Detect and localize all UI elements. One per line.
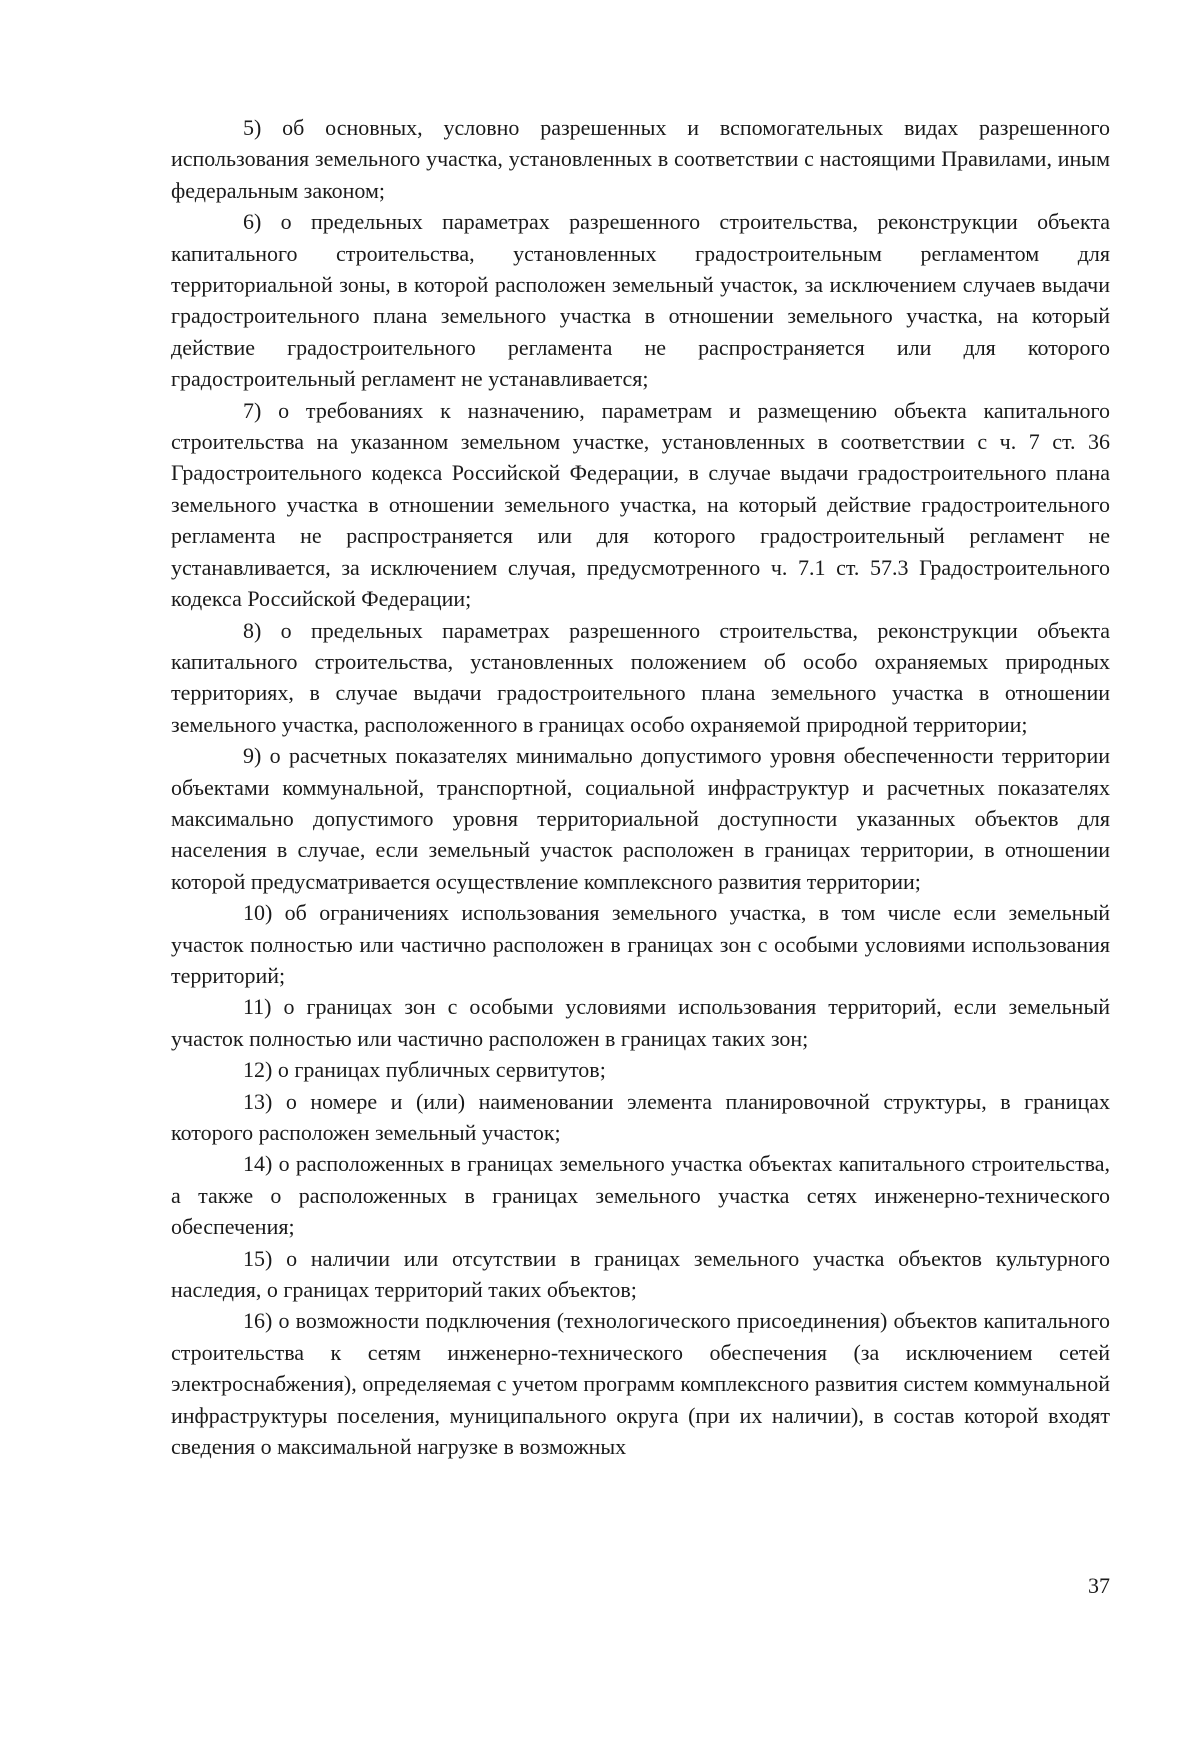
paragraph-item-8: 8) о предельных параметрах разрешенного строительства, реконструкции объекта капитального строительства, установленных положением об особо охраняемых природных территориях, в случае выдачи градостроительного плана земельного участка в отношении земельного участка, расположенного в границах особо охраняемой природной территории;	[171, 617, 1110, 737]
paragraph-item-16: 16) о возможности подключения (технологического присоединения) объектов капитального строительства к сетям инженерно-технического обеспечения (за исключением сетей электроснабжения), определяемая с учетом программ комплексного развития систем коммунальной инфраструктуры поселения, муниципального округа (при их наличии), в состав которой входят сведения о максимальной нагрузке в возможных	[171, 1308, 1110, 1460]
paragraph-item-13: 13) о номере и (или) наименовании элемента планировочной структуры, в границах которого расположен земельный участок;	[171, 1088, 1110, 1145]
page-number: 37	[1088, 1573, 1110, 1598]
paragraph-item-5: 5) об основных, условно разрешенных и вспомогательных видах разрешенного использования земельного участка, установленных в соответствии с настоящими Правилами, иным федеральным законом;	[171, 115, 1110, 203]
paragraph-item-6: 6) о предельных параметрах разрешенного строительства, реконструкции объекта капитального строительства, установленных градостроительным регламентом для территориальной зоны, в которой расположен земельный участок, за исключением случаев выдачи градостроительного плана земельного участка в отношении земельного участка, на который действие градостроительного регламента не распространяется или для которого градостроительный регламент не устанавливается;	[171, 209, 1110, 392]
paragraph-item-10: 10) об ограничениях использования земельного участка, в том числе если земельный участок полностью или частично расположен в границах зон с особыми условиями использования территорий;	[171, 900, 1110, 988]
paragraph-item-11: 11) о границах зон с особыми условиями использования территорий, если земельный участок полностью или частично расположен в границах таких зон;	[171, 994, 1110, 1051]
paragraph-item-15: 15) о наличии или отсутствии в границах земельного участка объектов культурного наследия, о границах территорий таких объектов;	[171, 1245, 1110, 1303]
document-body	[171, 112, 1110, 1462]
paragraph-item-7: 7) о требованиях к назначению, параметрам и размещению объекта капитального строительства на указанном земельном участке, установленных в соответствии с ч. 7 ст. 36 Градостроительного кодекса Российской Федерации, в случае выдачи градостроительного плана земельного участка в отношении земельного участка, на который действие градостроительного регламента не распространяется или для которого градостроительный регламент не устанавливается, за исключением случая, предусмотренного ч. 7.1 ст. 57.3 Градостроительного кодекса Российской Федерации;	[171, 397, 1110, 612]
paragraph-item-14: 14) о расположенных в границах земельного участка объектах капитального строительства, а также о расположенных в границах земельного участка сетях инженерно-технического обеспечения;	[171, 1151, 1110, 1240]
paragraph-item-12: 12) о границах публичных сервитутов;	[243, 1057, 606, 1083]
paragraph-item-9: 9) о расчетных показателях минимально допустимого уровня обеспеченности территории объектами коммунальной, транспортной, социальной инфраструктур и расчетных показателях максимально допустимого уровня территориальной доступности указанных объектов для населения в случае, если земельный участок расположен в границах территории, в отношении которой предусматривается осуществление комплексного развития территории;	[171, 743, 1110, 894]
